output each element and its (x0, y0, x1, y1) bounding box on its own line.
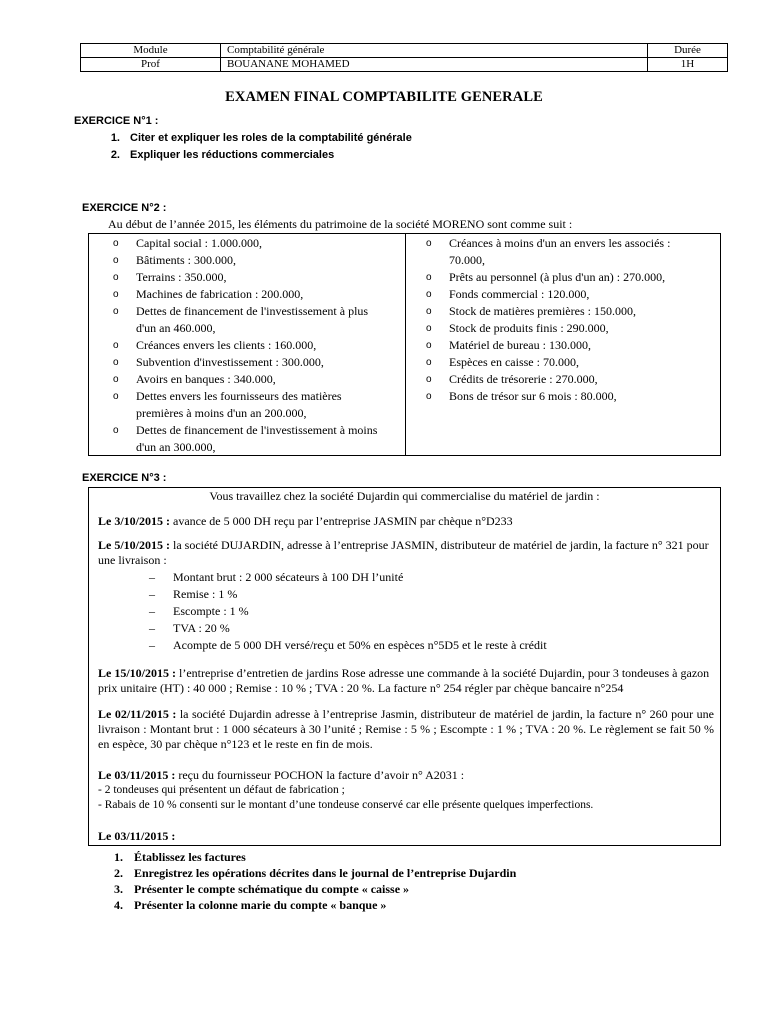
bullet-circle-icon: o (113, 425, 119, 436)
bullet-circle-icon: o (426, 272, 432, 283)
patrimoine-item (113, 388, 375, 422)
bullet-circle-icon: o (113, 238, 119, 249)
avoir-line: - Rabais de 10 % consenti sur le montant d’une tondeuse conservé car elle présente quelques imperfections. (98, 799, 594, 811)
question-text: Expliquer les réductions commerciales (130, 149, 335, 161)
invoice-line-item (149, 586, 709, 603)
header-row-prof (81, 58, 728, 72)
patrimoine-item-text: Bâtiments : 300.000, (136, 253, 236, 267)
bullet-circle-icon: o (426, 374, 432, 385)
patrimoine-item-text: Espèces en caisse : 70.000, (449, 355, 579, 369)
ex1-question (96, 130, 412, 147)
invoice-line-item (149, 569, 709, 586)
dash-bullet: – (149, 621, 155, 635)
patrimoine-item (426, 320, 716, 337)
invoice-line-item (149, 637, 709, 654)
bullet-circle-icon: o (426, 306, 432, 317)
operation-text: l’entreprise d’entretien de jardins Rose adresse une commande à la société Dujardin, pour 3 tondeuses à gazon prix unitaire (HT) : 40 000 ; Remise : 10 % ; TVA : 20 %. La facture n° 254 régler par chèque bancaire n°254 (98, 666, 710, 695)
operation-date: Le 02/11/2015 : (98, 707, 177, 721)
header-duration-label: Durée (648, 44, 728, 58)
patrimoine-item-text: Créances à moins d'un an envers les associés : 70.000, (449, 236, 671, 267)
ex3-operation (98, 666, 714, 696)
dash-bullet: – (149, 570, 155, 584)
bullet-circle-icon: o (113, 374, 119, 385)
question-number: 2. (110, 149, 120, 161)
ex2-right-column (406, 234, 720, 455)
patrimoine-item-text: Prêts au personnel (à plus d'un an) : 270.000, (449, 270, 666, 284)
patrimoine-item-text: Bons de trésor sur 6 mois : 80.000, (449, 389, 617, 403)
bullet-circle-icon: o (426, 357, 432, 368)
patrimoine-item-text: Machines de fabrication : 200.000, (136, 287, 304, 301)
patrimoine-item-text: Matériel de bureau : 130.000, (449, 338, 591, 352)
ex3-title: EXERCICE N°3 : (82, 472, 167, 484)
task-item (114, 897, 516, 913)
task-item (114, 881, 516, 897)
ex3-operation (98, 707, 714, 752)
invoice-line-text: Escompte : 1 % (173, 604, 249, 618)
patrimoine-item (113, 371, 393, 388)
patrimoine-item (113, 303, 383, 337)
patrimoine-item (113, 422, 395, 456)
ex2-title: EXERCICE N°2 : (82, 202, 167, 214)
bullet-circle-icon: o (426, 391, 432, 402)
ex2-patrimoine-box (88, 233, 721, 456)
bullet-circle-icon: o (113, 306, 119, 317)
patrimoine-item (113, 269, 393, 286)
patrimoine-item (426, 388, 716, 405)
patrimoine-item (113, 286, 393, 303)
header-module-value: Comptabilité générale (221, 44, 648, 58)
patrimoine-item-text: Capital social : 1.000.000, (136, 236, 262, 250)
invoice-line-item (149, 603, 709, 620)
patrimoine-item (426, 286, 716, 303)
task-item (114, 865, 516, 881)
dash-bullet: – (149, 638, 155, 652)
patrimoine-item (113, 235, 393, 252)
patrimoine-item (426, 303, 716, 320)
operation-date: Le 15/10/2015 : (98, 666, 176, 680)
bullet-circle-icon: o (426, 289, 432, 300)
ex3-operation (98, 514, 710, 529)
operation-text: la société DUJARDIN, adresse à l’entreprise JASMIN, distributeur de matériel de jardin, la facture n° 321 pour une livraison : (98, 538, 709, 567)
bullet-circle-icon: o (113, 255, 119, 266)
operation-text: reçu du fournisseur POCHON la facture d’avoir n° A2031 : (175, 768, 465, 782)
bullet-circle-icon: o (113, 391, 119, 402)
invoice-line-item (149, 620, 709, 637)
task-text: Établissez les factures (134, 850, 246, 864)
patrimoine-item-text: Subvention d'investissement : 300.000, (136, 355, 324, 369)
task-text: Présenter le compte schématique du compte « caisse » (134, 882, 410, 896)
patrimoine-item (426, 354, 716, 371)
ex3-operation (98, 768, 714, 783)
header-prof-value: BOUANANE MOHAMED (221, 58, 648, 72)
patrimoine-item-text: Stock de produits finis : 290.000, (449, 321, 609, 335)
patrimoine-item (426, 269, 716, 286)
task-number: 2. (114, 866, 123, 880)
bullet-circle-icon: o (113, 357, 119, 368)
task-number: 1. (114, 850, 123, 864)
invoice-line-text: Montant brut : 2 000 sécateurs à 100 DH l’unité (173, 570, 404, 584)
patrimoine-item (113, 252, 393, 269)
header-prof-label: Prof (81, 58, 221, 72)
ex1-question (96, 147, 412, 164)
bullet-circle-icon: o (113, 289, 119, 300)
bullet-circle-icon: o (113, 272, 119, 283)
patrimoine-item-text: Créances envers les clients : 160.000, (136, 338, 317, 352)
operation-date: Le 5/10/2015 : (98, 538, 170, 552)
invoice-line-text: Remise : 1 % (173, 587, 238, 601)
task-item (114, 849, 516, 865)
invoice-line-text: Acompte de 5 000 DH versé/reçu et 50% en espèces n°5D5 et le reste à crédit (173, 638, 547, 652)
bullet-circle-icon: o (113, 340, 119, 351)
ex1-questions (96, 130, 412, 164)
bullet-circle-icon: o (426, 323, 432, 334)
task-number: 3. (114, 882, 123, 896)
header-duration-value: 1H (648, 58, 728, 72)
patrimoine-item-text: Terrains : 350.000, (136, 270, 227, 284)
patrimoine-item (113, 354, 393, 371)
ex1-title: EXERCICE N°1 : (74, 115, 159, 127)
patrimoine-item (113, 337, 393, 354)
dash-bullet: – (149, 604, 155, 618)
header-module-label: Module (81, 44, 221, 58)
ex2-left-column (89, 234, 406, 455)
exam-title: EXAMEN FINAL COMPTABILITE GENERALE (225, 89, 543, 105)
task-text: Présenter la colonne marie du compte « banque » (134, 898, 387, 912)
header-row-module (81, 44, 728, 58)
operation-date: Le 3/10/2015 : (98, 514, 170, 528)
patrimoine-item-text: Avoirs en banques : 340.000, (136, 372, 276, 386)
patrimoine-item-text: Dettes de financement de l'investissement à moins d'un an 300.000, (136, 423, 378, 454)
ex3-intro: Vous travaillez chez la société Dujardin qui commercialise du matériel de jardin : (209, 489, 600, 503)
patrimoine-item-text: Dettes envers les fournisseurs des matières premières à moins d'un an 200.000, (136, 389, 342, 420)
patrimoine-item (426, 371, 716, 388)
patrimoine-item-text: Stock de matières premières : 150.000, (449, 304, 636, 318)
task-text: Enregistrez les opérations décrites dans le journal de l’entreprise Dujardin (134, 866, 517, 880)
ex3-operation (98, 829, 398, 844)
header-table (80, 43, 728, 72)
patrimoine-item-text: Crédits de trésorerie : 270.000, (449, 372, 598, 386)
bullet-circle-icon: o (426, 340, 432, 351)
patrimoine-item-text: Fonds commercial : 120.000, (449, 287, 590, 301)
ex3-tasks (114, 849, 516, 913)
dash-bullet: – (149, 587, 155, 601)
patrimoine-item (426, 235, 706, 269)
invoice-line-text: TVA : 20 % (173, 621, 230, 635)
ex2-intro: Au début de l’année 2015, les éléments du patrimoine de la société MORENO sont comme suit : (108, 217, 573, 231)
ex3-operation (98, 538, 714, 568)
operation-date: Le 03/11/2015 : (98, 829, 176, 843)
operation-text: avance de 5 000 DH reçu par l’entreprise JASMIN par chèque n°D233 (170, 514, 513, 528)
operation-date: Le 03/11/2015 : (98, 768, 176, 782)
patrimoine-item-text: Dettes de financement de l'investissement à plus d'un an 460.000, (136, 304, 369, 335)
bullet-circle-icon: o (426, 238, 432, 249)
ex3-operations-box (88, 487, 721, 846)
question-number: 1. (110, 132, 120, 144)
avoir-line: - 2 tondeuses qui présentent un défaut de fabrication ; (98, 784, 345, 796)
operation-text: la société Dujardin adresse à l’entreprise Jasmin, distributeur de matériel de jardin, la facture n° 260 pour une livraison : Montant brut : 1 000 sécateurs à 30 l’unité ; Remise : 5 % ; Escompte : 1 % ; TVA : 20 %. Le règlement se fait 50 % en espèce, 30 par chèque n°123 et le reste en fin de mois. (98, 707, 714, 751)
question-text: Citer et expliquer les roles de la comptabilité générale (130, 132, 412, 144)
task-number: 4. (114, 898, 123, 912)
patrimoine-item (426, 337, 716, 354)
